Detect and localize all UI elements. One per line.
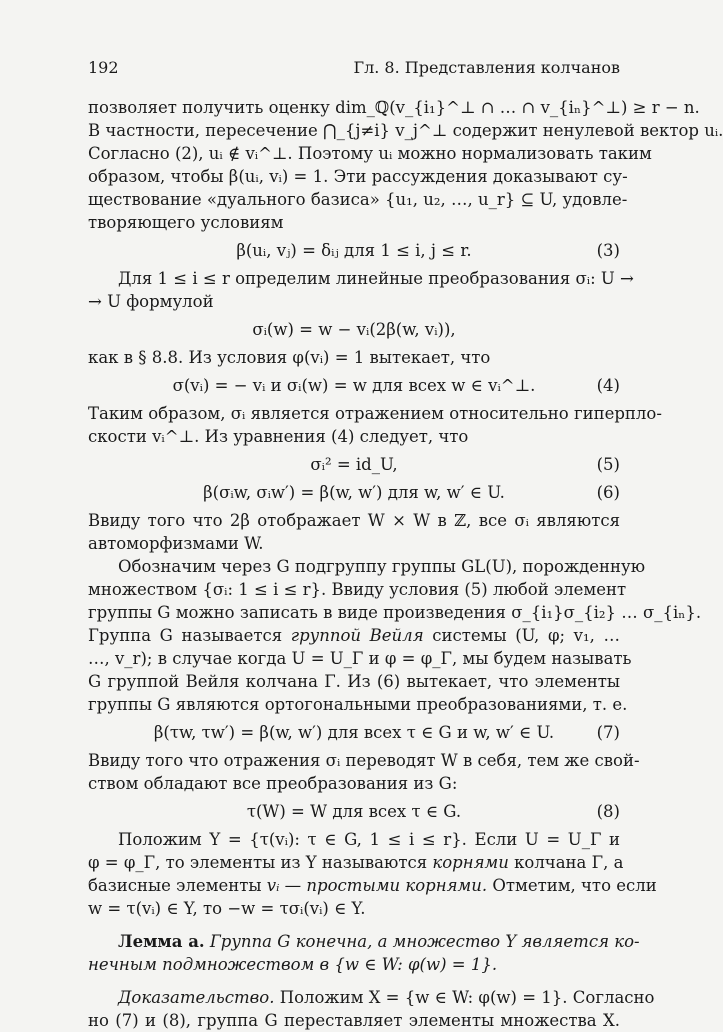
text-line: w = τ(vᵢ) ∈ Y, то −w = τσᵢ(vᵢ) ∈ Y. xyxy=(88,899,366,918)
text-line: автоморфизмами W. xyxy=(88,534,264,553)
equation-3 xyxy=(88,239,620,262)
text-line xyxy=(88,624,620,647)
page-number: 192 xyxy=(88,58,119,77)
equation-number: (5) xyxy=(596,455,620,474)
body-text xyxy=(88,96,723,1032)
text-run: φ = φ_Γ, то элементы из Y называются xyxy=(88,853,433,872)
proof-line: но (7) и (8), группа G переставляет элементы множества X. xyxy=(88,1011,620,1030)
text-line: ществование «дуального базиса» {u₁, u₂, …, u_r} ⊆ U, удовле- xyxy=(88,190,628,209)
text-line: как в § 8.8. Из условия φ(vᵢ) = 1 вытекает, что xyxy=(88,348,491,367)
equation-number: (8) xyxy=(596,802,620,821)
proof-title: Доказательство. xyxy=(118,988,275,1007)
text-line: группы G можно записать в виде произведения σ_{i₁}σ_{i₂} … σ_{iₙ}. xyxy=(88,603,702,622)
lemma-text: Группа G конечна, а множество Y является ко- xyxy=(204,932,640,951)
equation-sigma xyxy=(88,318,620,341)
text-run: Отметим, что если xyxy=(487,876,657,895)
text-line: Для 1 ≤ i ≤ r определим линейные преобразования σᵢ: U → xyxy=(118,269,634,288)
text-run: колчана Γ, а xyxy=(508,853,624,872)
running-title: Гл. 8. Представления колчанов xyxy=(353,58,620,77)
equation-number: (4) xyxy=(596,376,620,395)
text-run: базисные элементы xyxy=(88,876,267,895)
lemma-line xyxy=(88,930,640,953)
equation-body: σᵢ(w) = w − vᵢ(2β(w, vᵢ)), xyxy=(252,320,456,339)
text-line: позволяет получить оценку dim_ℚ(v_{i₁}^⊥ ∩ … ∩ v_{iₙ}^⊥) ≥ r − n. xyxy=(88,98,700,117)
equation-5 xyxy=(88,453,620,476)
weyl-group-term: группой Вейля xyxy=(290,626,424,645)
equation-number: (3) xyxy=(596,241,620,260)
roots-term: корнями xyxy=(432,853,509,872)
text-line: множеством {σᵢ: 1 ≤ i ≤ r}. Ввиду условия (5) любой элемент xyxy=(88,580,627,599)
equation-number: (7) xyxy=(596,723,620,742)
equation-body: σᵢ² = id_U, xyxy=(310,455,398,474)
proof-line xyxy=(88,986,655,1009)
text-line: В частности, пересечение ⋂_{j≠i} v_j^⊥ содержит ненулевой вектор uᵢ. xyxy=(88,121,723,140)
equation-7 xyxy=(88,721,620,744)
spacer xyxy=(88,976,620,986)
lemma-line: нечным подмножеством в {w ∈ W: φ(w) = 1}. xyxy=(88,955,498,974)
equation-body: β(τw, τw′) = β(w, w′) для всех τ ∈ G и w, w′ ∈ U. xyxy=(153,723,555,742)
text-line: Ввиду того что 2β отображает W × W в ℤ, все σᵢ являются xyxy=(88,511,620,530)
text-run: Группа G называется xyxy=(88,626,291,645)
spacer xyxy=(88,920,620,930)
text-line: Положим Y = {τ(vᵢ): τ ∈ G, 1 ≤ i ≤ r}. Если U = U_Γ и xyxy=(118,830,620,849)
equation-body: τ(W) = W для всех τ ∈ G. xyxy=(246,802,462,821)
text-line: образом, чтобы β(uᵢ, vᵢ) = 1. Эти рассуждения доказывают су- xyxy=(88,167,628,186)
proof-text: Положим X = {w ∈ W: φ(w) = 1}. Согласно xyxy=(274,988,655,1007)
text-line: ством обладают все преобразования из G: xyxy=(88,774,458,793)
text-line: Согласно (2), uᵢ ∉ vᵢ^⊥. Поэтому uᵢ можно нормализовать таким xyxy=(88,144,652,163)
text-line xyxy=(88,851,624,874)
text-line: Таким образом, σᵢ является отражением относительно гиперпло- xyxy=(88,404,662,423)
text-line: → U формулой xyxy=(88,292,214,311)
text-line: G группой Вейля колчана Γ. Из (6) вытекает, что элементы xyxy=(88,672,620,691)
equation-number: (6) xyxy=(596,483,620,502)
text-line: скости vᵢ^⊥. Из уравнения (4) следует, что xyxy=(88,427,469,446)
text-line xyxy=(88,874,657,897)
text-line: группы G являются ортогональными преобразованиями, т. е. xyxy=(88,695,628,714)
equation-body: β(uᵢ, vⱼ) = δᵢⱼ для 1 ≤ i, j ≤ r. xyxy=(236,241,472,260)
lemma-title: Лемма а. xyxy=(118,932,205,951)
equation-body: β(σᵢw, σᵢw′) = β(w, w′) для w, w′ ∈ U. xyxy=(203,483,505,502)
text-line: творяющего условиям xyxy=(88,213,284,232)
equation-6 xyxy=(88,481,620,504)
text-line: Обозначим через G подгруппу группы GL(U), порожденную xyxy=(118,557,646,576)
equation-body: σ(vᵢ) = − vᵢ и σᵢ(w) = w для всех w ∈ vᵢ^⊥. xyxy=(172,376,536,395)
equation-8 xyxy=(88,800,620,823)
equation-4 xyxy=(88,374,620,397)
text-line: …, v_r); в случае когда U = U_Γ и φ = φ_Γ, мы будем называть xyxy=(88,649,632,668)
text-run: системы (U, φ; v₁, … xyxy=(423,626,620,645)
simple-roots-term: vᵢ — простыми корнями. xyxy=(266,876,488,895)
text-line: Ввиду того что отражения σᵢ переводят W в себя, тем же свой- xyxy=(88,751,640,770)
